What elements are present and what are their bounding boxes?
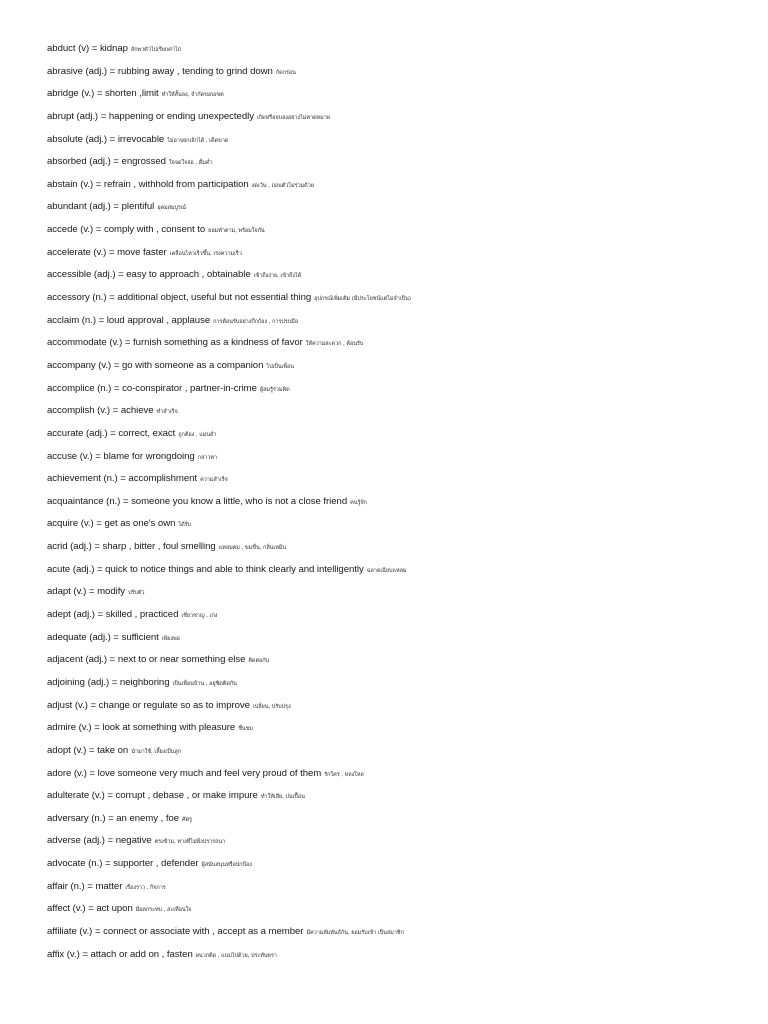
entry-thai-translation: ความสำเร็จ: [200, 477, 228, 484]
entry-thai-translation: ผู้สนับสนุนหรือปกป้อง: [201, 862, 252, 869]
entry-definition: abundant (adj.) = plentiful: [47, 201, 155, 213]
entry-thai-translation: ชื่นชม: [238, 726, 253, 733]
entry-thai-translation: เปลี่ยน, ปรับปรุง: [252, 703, 291, 710]
entry-definition: abrasive (adj.) = rubbing away , tending to grind down: [47, 65, 273, 77]
vocabulary-entry: [47, 61, 747, 84]
vocabulary-entry: [47, 83, 747, 106]
entry-definition: advocate (n.) = supporter , defender: [47, 858, 199, 870]
vocabulary-entry: [47, 378, 747, 401]
entry-definition: admire (v.) = look at something with pleasure: [47, 722, 236, 734]
entry-thai-translation: ผนวกติด , แนบไปด้วย, ประทับตรา: [195, 952, 277, 959]
entry-thai-translation: ยอมทำตาม, พร้อมใจกัน: [208, 228, 265, 235]
vocabulary-entry: [47, 332, 747, 355]
vocabulary-entry: [47, 310, 747, 333]
vocabulary-entry: [47, 242, 747, 265]
entry-thai-translation: การต้อนรับอย่างกึกก้อง , การปรบมือ: [213, 318, 298, 325]
entry-definition: affair (n.) = matter: [47, 880, 123, 892]
entry-thai-translation: ติดต่อกัน: [248, 658, 270, 665]
vocabulary-entry: [47, 287, 747, 310]
vocabulary-entry: [47, 808, 747, 831]
vocabulary-entry: [47, 559, 747, 582]
entry-thai-translation: กัดกร่อน: [275, 69, 296, 76]
entry-thai-translation: มีผลกระทบ , สะเทือนใจ: [135, 907, 192, 914]
entry-definition: accommodate (v.) = furnish something as a kindness of favor: [47, 337, 303, 349]
entry-definition: abridge (v.) = shorten ,limit: [47, 88, 159, 100]
entry-thai-translation: เพียงพอ: [161, 635, 180, 642]
entry-definition: adopt (v.) = take on: [47, 744, 129, 756]
vocabulary-entry: [47, 264, 747, 287]
entry-definition: adore (v.) = love someone very much and feel very proud of them: [47, 767, 322, 779]
entry-definition: adequate (adj.) = sufficient: [47, 631, 159, 643]
vocabulary-entry: [47, 536, 747, 559]
vocabulary-entry: [47, 898, 747, 921]
entry-definition: abstain (v.) = refrain , withhold from participation: [47, 178, 249, 190]
entry-thai-translation: ลักพาตัวไปเรียกค่าไถ่: [130, 47, 181, 53]
vocabulary-entry: [47, 151, 747, 174]
entry-definition: absolute (adj.) = irrevocable: [47, 133, 165, 145]
entry-definition: abduct (v) = kidnap: [47, 43, 128, 54]
entry-definition: adjoining (adj.) = neighboring: [47, 676, 170, 688]
entry-thai-translation: ทำให้สั้นลง, จำกัดขอบเขต: [161, 92, 224, 99]
entry-definition: abrupt (adj.) = happening or ending unexpectedly: [47, 110, 254, 122]
entry-definition: adjust (v.) = change or regulate so as to improve: [47, 699, 250, 711]
entry-definition: acquaintance (n.) = someone you know a little, who is not a close friend: [47, 495, 348, 507]
vocabulary-entry: [47, 876, 747, 899]
entry-thai-translation: ฉลาดเฉียบแหลม: [366, 567, 407, 574]
entry-definition: adjacent (adj.) = next to or near something else: [47, 654, 246, 666]
vocabulary-entry: [47, 38, 747, 61]
entry-definition: accomplice (n.) = co-conspirator , partner-in-crime: [47, 382, 257, 394]
entry-definition: affect (v.) = act upon: [47, 903, 133, 915]
entry-thai-translation: แหลมคม , ขมขื่น, กลิ่นเหม็น: [218, 545, 287, 552]
entry-thai-translation: งดเว้น , ถอนตัวไม่ร่วมด้วย: [251, 182, 314, 189]
entry-definition: accessory (n.) = additional object, useful but not essential thing: [47, 292, 312, 304]
vocabulary-entry: [47, 717, 747, 740]
entry-definition: absorbed (adj.) = engrossed: [47, 156, 166, 168]
entry-definition: affiliate (v.) = connect or associate with , accept as a member: [47, 925, 304, 937]
vocabulary-entry: [47, 627, 747, 650]
entry-thai-translation: เรื่องราว , กิจการ: [125, 884, 166, 891]
entry-thai-translation: เป็นเพื่อนบ้าน , อยู่ชิดติดกัน: [172, 680, 237, 687]
vocabulary-entry: [47, 174, 747, 197]
entry-thai-translation: ตรงข้าม, ทางที่ไม่พึงปรารถนา: [154, 839, 226, 846]
vocabulary-entry: [47, 491, 747, 514]
vocabulary-entry: [47, 921, 747, 944]
entry-definition: affix (v.) = attach or add on , fasten: [47, 948, 193, 960]
entry-definition: acrid (adj.) = sharp , bitter , foul smelling: [47, 541, 216, 553]
entry-thai-translation: ใจจดใจจ่อ , ดื่มด่ำ: [168, 160, 213, 167]
entry-definition: accessible (adj.) = easy to approach , obtainable: [47, 269, 251, 281]
entry-definition: adverse (adj.) = negative: [47, 835, 152, 847]
entry-thai-translation: เคลื่อนไหวเร็วขึ้น, เร่งความเร็ว: [169, 250, 242, 257]
entry-thai-translation: มีความสัมพันธ์กัน, ยอมรับเข้า เป็นสมาชิก: [306, 929, 404, 936]
vocabulary-entry: [47, 355, 747, 378]
vocabulary-entry: [47, 604, 747, 627]
entry-thai-translation: กล่าวหา: [197, 454, 218, 461]
vocabulary-entry: [47, 740, 747, 763]
entry-thai-translation: ผู้สมรู้ร่วมคิด: [259, 386, 290, 393]
vocabulary-entry: [47, 468, 747, 491]
entry-definition: acquire (v.) = get as one's own: [47, 518, 176, 530]
entry-definition: accede (v.) = comply with , consent to: [47, 224, 206, 236]
vocabulary-entry: [47, 129, 747, 152]
vocabulary-entry: [47, 423, 747, 446]
entry-definition: achievement (n.) = accomplishment: [47, 473, 198, 485]
vocabulary-entry: [47, 672, 747, 695]
vocabulary-entry: [47, 853, 747, 876]
entry-definition: adulterate (v.) = corrupt , debase , or make impure: [47, 790, 258, 802]
entry-definition: adversary (n.) = an enemy , foe: [47, 812, 180, 824]
entry-definition: adept (adj.) = skilled , practiced: [47, 609, 179, 621]
vocabulary-entry: [47, 581, 747, 604]
entry-definition: accomplish (v.) = achieve: [47, 405, 154, 417]
entry-thai-translation: คนรู้จัก: [350, 499, 367, 506]
entry-thai-translation: เข้าถึงง่าย, เข้าถึงได้: [253, 273, 302, 280]
entry-thai-translation: ไปเป็นเพื่อน: [266, 363, 294, 370]
entry-thai-translation: อุดมสมบูรณ์: [157, 205, 186, 212]
vocabulary-entry: [47, 446, 747, 469]
vocabulary-entry: [47, 695, 747, 718]
entry-definition: acclaim (n.) = loud approval , applause: [47, 314, 211, 326]
entry-thai-translation: รักใคร่ , หลงใหล: [324, 771, 364, 778]
entry-thai-translation: ศัตรู: [182, 816, 192, 823]
entry-thai-translation: ถูกต้อง , แม่นยำ: [178, 431, 217, 438]
vocabulary-entry: [47, 830, 747, 853]
entry-thai-translation: อุปกรณ์เพิ่มเติม (มีประโยชน์แต่ไม่จำเป็น): [314, 296, 411, 303]
entry-definition: adapt (v.) = modify: [47, 586, 126, 598]
vocabulary-entry: [47, 944, 747, 967]
vocabulary-entry: [47, 400, 747, 423]
entry-thai-translation: นำมาใช้, เลี้ยงเป็นลูก: [131, 748, 181, 755]
vocabulary-entry: [47, 219, 747, 242]
entry-thai-translation: ปรับตัว: [128, 590, 145, 597]
vocabulary-entry: [47, 649, 747, 672]
entry-thai-translation: เชี่ยวชาญ , เก่ง: [181, 613, 218, 620]
entry-definition: accompany (v.) = go with someone as a companion: [47, 359, 264, 371]
vocabulary-entry: [47, 513, 747, 536]
entry-thai-translation: ทำให้เสีย, ปนเปื้อน: [260, 794, 305, 801]
entry-thai-translation: ให้ความสะดวก , ต้อนรับ: [305, 341, 364, 348]
entry-thai-translation: ไม่อาจยกเลิกได้ , เด็ดขาด: [167, 137, 229, 144]
vocabulary-entry: [47, 763, 747, 786]
entry-thai-translation: ทำสำเร็จ: [156, 409, 178, 416]
vocabulary-entry: [47, 196, 747, 219]
entry-thai-translation: ได้รับ: [178, 522, 191, 529]
entry-definition: acute (adj.) = quick to notice things and able to think clearly and intelligently: [47, 563, 364, 575]
entry-definition: accuse (v.) = blame for wrongdoing: [47, 450, 195, 462]
vocabulary-entry: [47, 785, 747, 808]
entry-definition: accurate (adj.) = correct, exact: [47, 427, 176, 439]
vocabulary-list: [47, 38, 747, 966]
vocabulary-entry: [47, 106, 747, 129]
entry-definition: accelerate (v.) = move faster: [47, 246, 167, 258]
entry-thai-translation: เกิดหรือจบลงอย่างไม่คาดหมาย: [256, 114, 330, 121]
